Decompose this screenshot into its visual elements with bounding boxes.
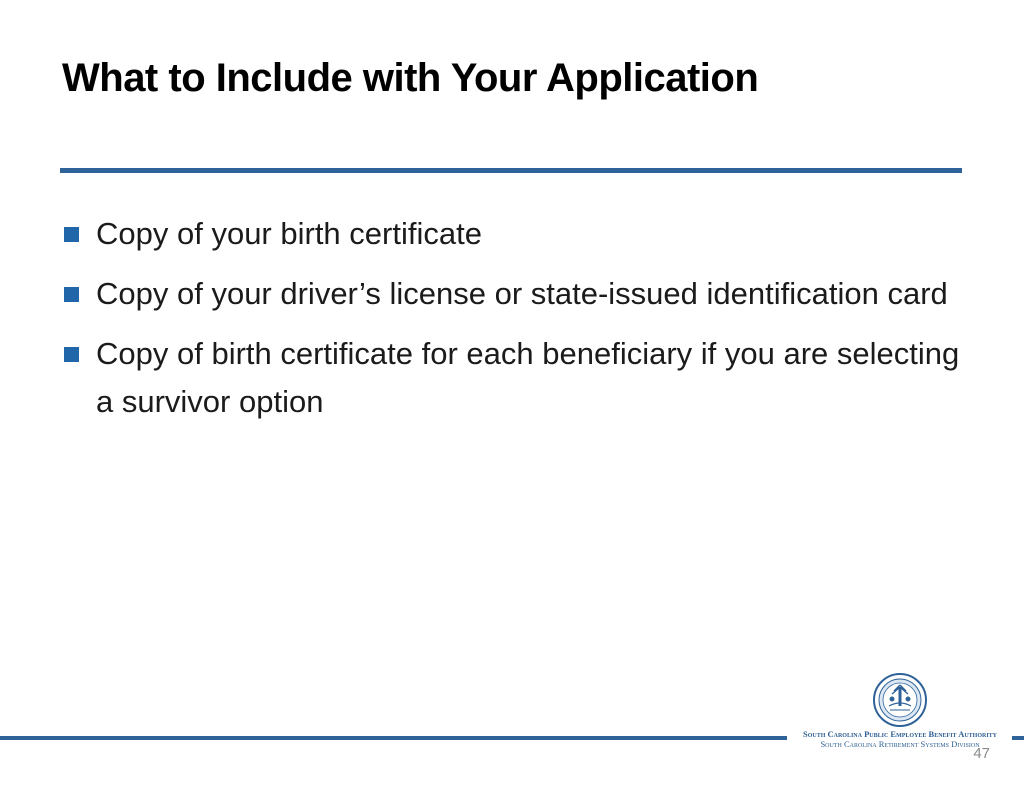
list-item — [62, 210, 962, 258]
square-bullet-icon — [64, 287, 79, 302]
organization-name-line2: South Carolina Retirement Systems Division — [820, 739, 980, 749]
organization-name-line1: South Carolina Public Employee Benefit Authority — [802, 729, 998, 739]
slide-title: What to Include with Your Application — [62, 56, 759, 100]
list-item — [62, 270, 962, 318]
bullet-text: Copy of your birth certificate — [96, 216, 482, 251]
bullet-list — [62, 210, 962, 438]
page-number: 47 — [973, 745, 990, 762]
bullet-text: Copy of your driver’s license or state-issued identification card — [96, 276, 948, 311]
state-seal-icon — [872, 672, 928, 728]
footer-divider-right — [1012, 736, 1024, 740]
bullet-text: Copy of birth certificate for each beneficiary if you are selecting a survivor option — [96, 336, 960, 419]
square-bullet-icon — [64, 227, 79, 242]
footer-divider-left — [0, 736, 787, 740]
square-bullet-icon — [64, 347, 79, 362]
list-item — [62, 330, 962, 426]
title-divider — [60, 168, 962, 173]
